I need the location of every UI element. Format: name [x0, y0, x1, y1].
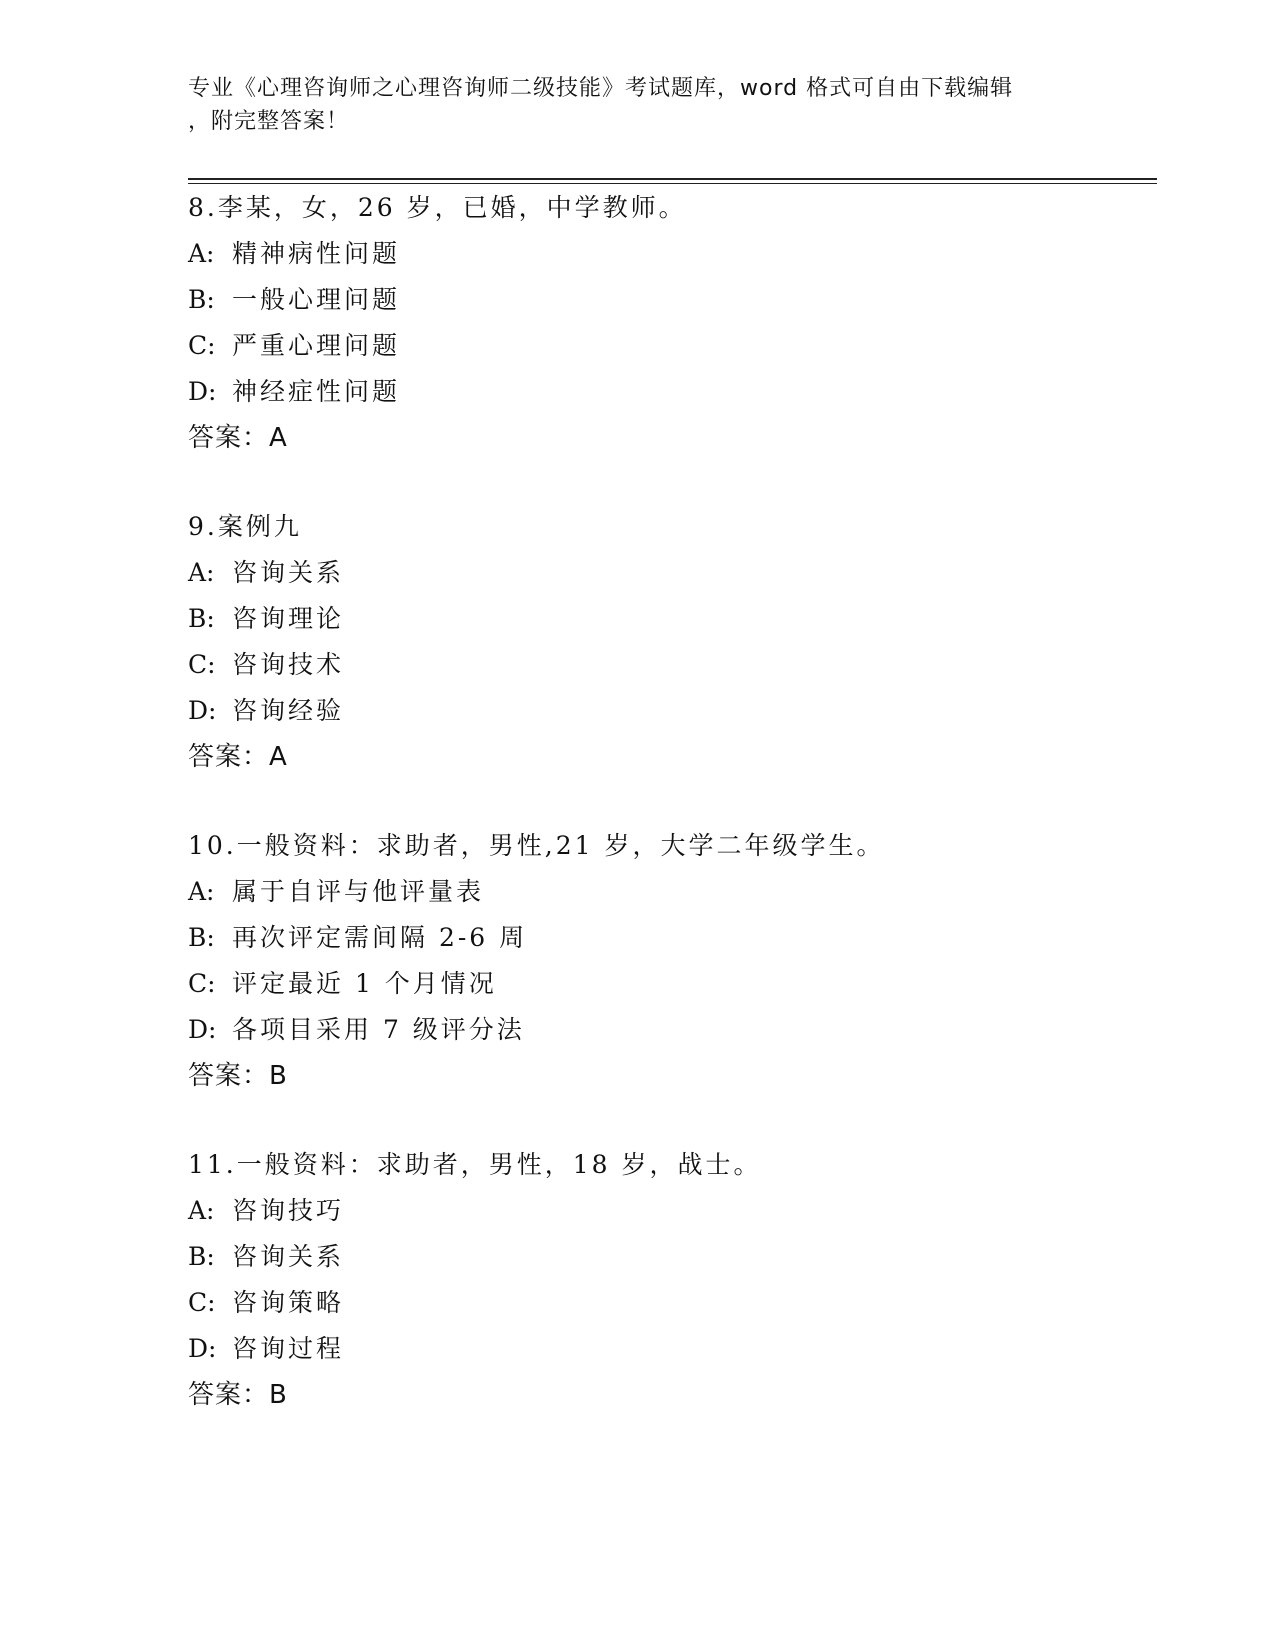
header-line-1: 专业《心理咨询师之心理咨询师二级技能》考试题库，word 格式可自由下载编辑 [188, 76, 1014, 101]
option-letter: B: [188, 285, 215, 314]
header-divider-thick [188, 178, 1157, 180]
option-letter: B: [188, 1242, 215, 1271]
question-stem: 8.李某，女，26 岁，已婚，中学教师。 [188, 193, 687, 222]
option-text: 咨询关系 [232, 1242, 345, 1271]
option-b [188, 596, 1148, 642]
option-text: 咨询过程 [232, 1334, 345, 1363]
option-a [188, 550, 1148, 596]
option-text: 咨询关系 [232, 558, 345, 587]
option-b [188, 277, 1148, 323]
option-a [188, 869, 1148, 915]
option-d [188, 369, 1148, 415]
option-letter: A: [188, 239, 215, 268]
option-b [188, 1234, 1148, 1280]
answer-line: 答案：B [188, 1061, 288, 1091]
option-letter: D: [188, 696, 217, 725]
option-letter: A: [188, 877, 215, 906]
option-a [188, 1188, 1148, 1234]
question-stem: 9.案例九 [188, 512, 302, 541]
header-divider-thin [188, 183, 1157, 184]
answer-line: 答案：A [188, 742, 288, 772]
option-text: 一般心理问题 [232, 285, 401, 314]
option-a [188, 231, 1148, 277]
option-letter: D: [188, 1334, 217, 1363]
option-b [188, 915, 1148, 961]
option-text: 评定最近 1 个月情况 [232, 969, 497, 998]
option-text: 咨询技术 [232, 650, 345, 679]
question-block-8 [188, 185, 1148, 461]
answer-line: 答案：B [188, 1380, 288, 1410]
option-c [188, 642, 1148, 688]
question-stem: 10.一般资料：求助者，男性,21 岁，大学二年级学生。 [188, 831, 885, 860]
option-text: 精神病性问题 [232, 239, 401, 268]
option-letter: C: [188, 650, 216, 679]
option-d [188, 1007, 1148, 1053]
option-c [188, 1280, 1148, 1326]
option-c [188, 323, 1148, 369]
option-text: 咨询策略 [232, 1288, 345, 1317]
question-block-10 [188, 823, 1148, 1099]
option-letter: C: [188, 1288, 216, 1317]
option-text: 严重心理问题 [232, 331, 401, 360]
question-block-11 [188, 1142, 1148, 1418]
header-line-2: ，附完整答案！ [188, 109, 350, 134]
option-text: 咨询经验 [232, 696, 345, 725]
option-letter: D: [188, 1015, 217, 1044]
option-text: 再次评定需间隔 2-6 周 [232, 923, 528, 952]
option-d [188, 688, 1148, 734]
option-letter: C: [188, 969, 216, 998]
option-letter: C: [188, 331, 216, 360]
option-text: 咨询理论 [232, 604, 345, 633]
question-block-9 [188, 504, 1148, 780]
option-text: 属于自评与他评量表 [232, 877, 485, 906]
answer-line: 答案：A [188, 423, 288, 453]
option-text: 神经症性问题 [232, 377, 401, 406]
option-letter: B: [188, 604, 215, 633]
option-letter: A: [188, 1196, 215, 1225]
option-c [188, 961, 1148, 1007]
option-text: 咨询技巧 [232, 1196, 345, 1225]
question-stem: 11.一般资料：求助者，男性，18 岁，战士。 [188, 1150, 762, 1179]
option-letter: A: [188, 558, 215, 587]
option-letter: B: [188, 923, 215, 952]
option-letter: D: [188, 377, 217, 406]
option-text: 各项目采用 7 级评分法 [232, 1015, 525, 1044]
option-d [188, 1326, 1148, 1372]
document-header [188, 72, 1088, 138]
